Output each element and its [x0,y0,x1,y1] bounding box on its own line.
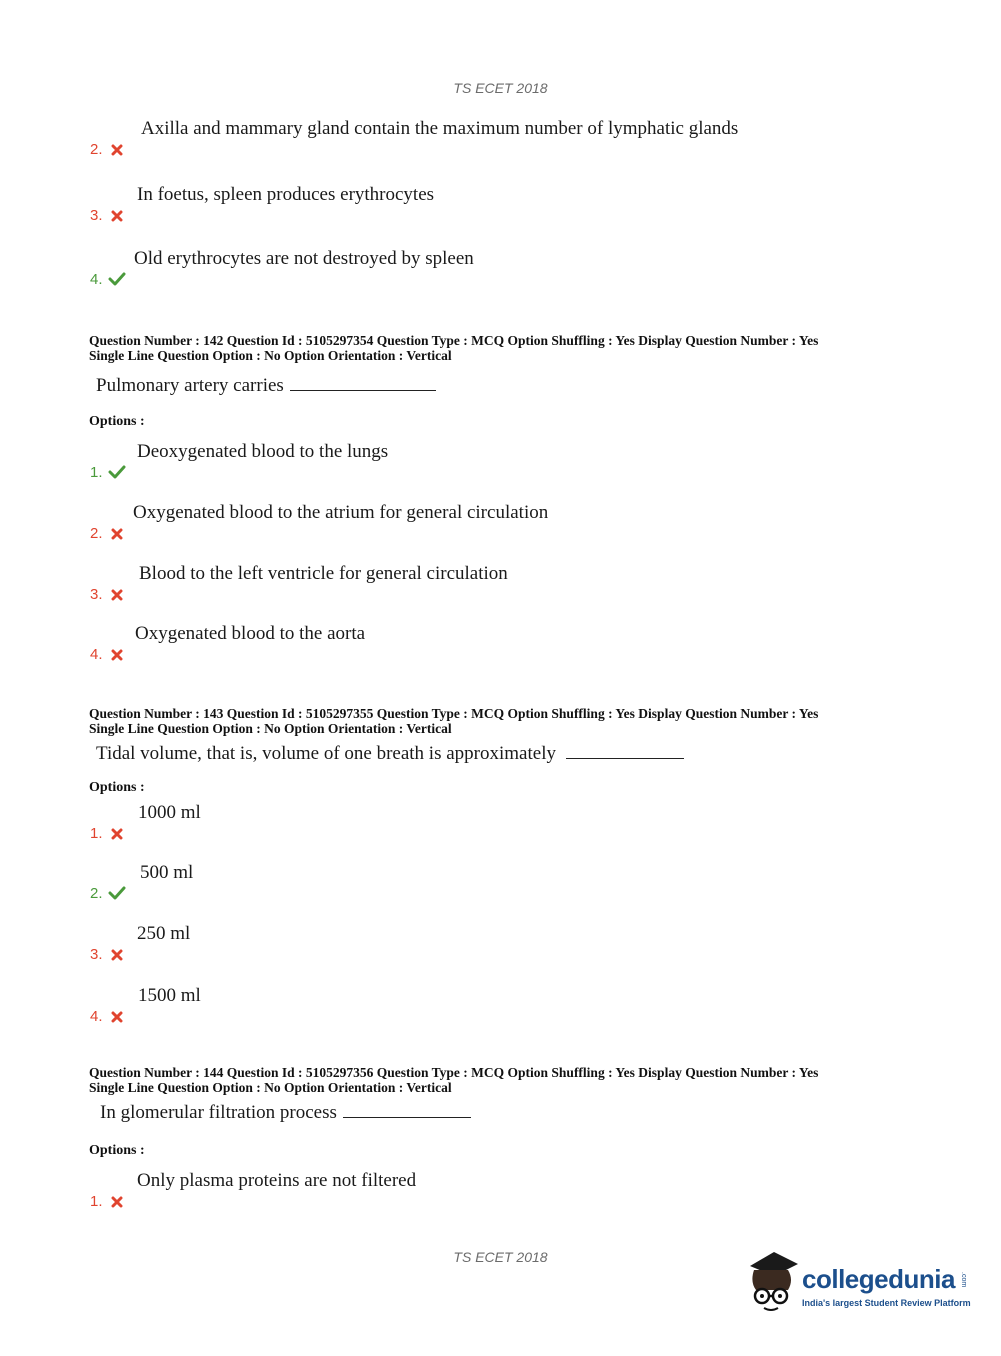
option-text: 250 ml [137,923,191,944]
question-meta [89,1065,909,1095]
option-text: Oxygenated blood to the atrium for general circulation [133,502,549,523]
option-number: 1. [90,1193,103,1210]
options-label: Options : [89,780,145,795]
check-icon [108,465,126,479]
meta-line: Question Number : 143 Question Id : 5105297355 Question Type : MCQ Option Shuffling : Yes Display Question Number : Yes [89,706,819,721]
options-label: Options : [89,414,145,429]
option-number: 2. [90,885,103,902]
option-number: 4. [90,271,103,288]
meta-line: Single Line Question Option : No Option Orientation : Vertical [89,1080,452,1095]
cross-icon [111,210,123,222]
option-text: 1500 ml [138,985,201,1006]
options-label: Options : [89,1143,145,1158]
meta-line: Question Number : 144 Question Id : 5105297356 Question Type : MCQ Option Shuffling : Yes Display Question Number : Yes [89,1065,819,1080]
option-number: 1. [90,825,103,842]
option-row [90,441,890,481]
answer-blank [566,757,684,759]
brand-tagline: India's largest Student Review Platform [802,1298,971,1308]
question-meta [89,706,909,736]
cross-icon [111,949,123,961]
check-icon [108,272,126,286]
option-text: Oxygenated blood to the aorta [135,623,366,644]
option-row [90,563,890,603]
option-text: 1000 ml [138,802,201,823]
option-row [90,802,890,842]
check-icon [108,886,126,900]
page-footer: TS ECET 2018 [453,1249,548,1265]
cross-icon [111,528,123,540]
cross-icon [111,649,123,661]
mascot-icon [742,1250,802,1314]
option-text: Old erythrocytes are not destroyed by spleen [134,248,474,269]
option-text: Deoxygenated blood to the lungs [137,441,389,462]
answer-blank [343,1116,471,1118]
option-text: Blood to the left ventricle for general circulation [139,563,508,584]
cross-icon [111,589,123,601]
option-row [90,862,890,902]
option-number: 2. [90,525,103,542]
question-text [96,743,684,765]
meta-line: Single Line Question Option : No Option Orientation : Vertical [89,348,452,363]
answer-blank [290,389,436,391]
meta-line: Question Number : 142 Question Id : 5105297354 Question Type : MCQ Option Shuffling : Yes Display Question Number : Yes [89,333,819,348]
option-text: 500 ml [140,862,194,883]
option-text: In foetus, spleen produces erythrocytes [137,184,435,205]
option-number: 2. [90,141,103,158]
option-number: 3. [90,586,103,603]
option-text: Only plasma proteins are not filtered [137,1170,417,1191]
question-text-content: Pulmonary artery carries [96,375,284,396]
option-row [90,923,890,963]
option-row [90,248,890,288]
option-row [90,118,890,158]
question-text [96,375,436,397]
cross-icon [111,1011,123,1023]
option-row [90,985,890,1025]
question-text-content: Tidal volume, that is, volume of one breath is approximately [96,743,556,764]
collegedunia-logo [742,1250,972,1320]
option-row [90,1170,890,1210]
question-text [100,1102,471,1124]
option-row [90,184,890,224]
option-row [90,623,890,663]
brand-name: collegedunia [802,1264,955,1294]
page-header: TS ECET 2018 [453,80,548,96]
question-meta [89,333,909,363]
meta-line: Single Line Question Option : No Option Orientation : Vertical [89,721,452,736]
cross-icon [111,828,123,840]
option-number: 3. [90,946,103,963]
option-number: 4. [90,646,103,663]
option-number: 1. [90,464,103,481]
cross-icon [111,1196,123,1208]
option-text: Axilla and mammary gland contain the maximum number of lymphatic glands [141,118,739,139]
question-text-content: In glomerular filtration process [100,1102,337,1123]
option-number: 3. [90,207,103,224]
option-number: 4. [90,1008,103,1025]
cross-icon [111,144,123,156]
option-row [90,502,890,542]
brand-suffix: .com [960,1272,967,1288]
